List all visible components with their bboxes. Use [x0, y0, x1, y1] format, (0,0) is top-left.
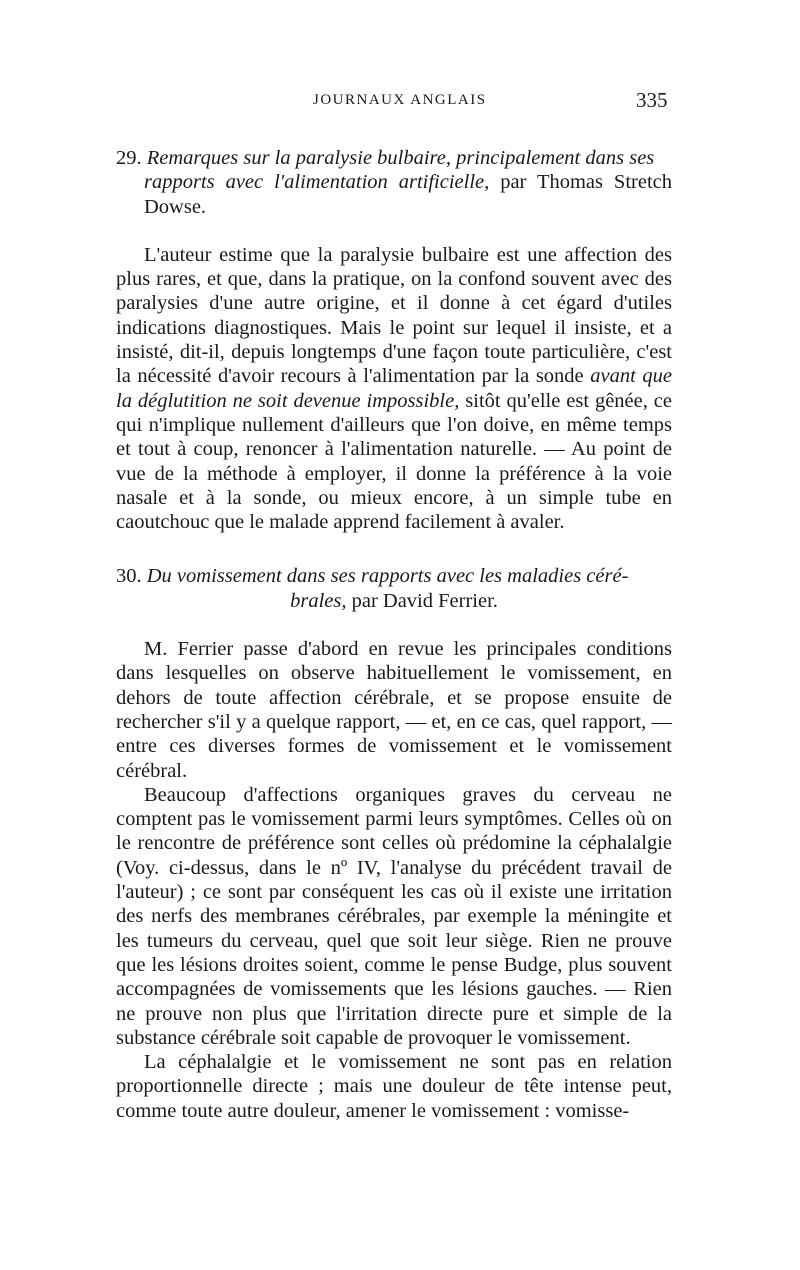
spacer [116, 534, 672, 564]
text-block [116, 146, 672, 1123]
article-29-heading [116, 146, 672, 219]
article-29-title-2: rapports avec l'alimentation artificielle, [144, 171, 490, 194]
article-29-paragraph [116, 243, 672, 535]
article-29-byline: par Thomas Stretch Dowse. [144, 171, 673, 218]
article-29-para-1a: L'auteur estime que la paralysie bulbaire est une affection des plus rares, et que, dans la pratique, on la confond souvent avec des paralysies d'une autre origine, et il donne à cet égard d'utiles indications diagnostiques. Mais le point sur lequel il insiste, et a insisté, dit-il, depuis longtemps d'une façon toute particulière, c'est la nécessité d'avoir recours à l'alimentation par la sonde [116, 243, 672, 388]
article-29-title-1: Remarques sur la paralysie bulbaire, principalement dans ses [146, 147, 655, 169]
article-29-para-1b: sitôt qu'elle est gênée, ce qui n'implique nullement d'ailleurs que l'on doive, en même temps et tout à coup, renoncer à l'alimentation naturelle. — Au point de vue de la méthode à employer, il donne la préférence à la voie nasale et à la sonde, ou mieux encore, à un simple tube en caoutchouc que le malade apprend facilement à avaler. [116, 389, 672, 534]
running-head [0, 88, 800, 118]
article-30-heading [116, 564, 672, 613]
article-30-title-2: brales, [290, 589, 347, 612]
spacer [116, 613, 672, 637]
page-number: 335 [636, 88, 668, 112]
article-30-heading-continuation [116, 589, 672, 613]
article-30-number: 30. [116, 565, 142, 588]
article-29-heading-continuation [116, 170, 672, 219]
article-29-para-italic: avant que la déglutition ne soit devenue impossible, [116, 365, 672, 412]
spacer [116, 219, 672, 243]
article-29-number: 29. [116, 147, 142, 169]
article-30-paragraph-1: M. Ferrier passe d'abord en revue les principales conditions dans lesquelles on observe habituellement le vomissement, en dehors de toute affection cérébrale, et se propose ensuite de rechercher s'il y a quelque rapport, — et, en ce cas, quel rapport, — entre ces diverses formes de vomissement et le vomissement cérébral. [116, 638, 672, 782]
article-30-title-1: Du vomissement dans ses rapports avec les maladies céré- [146, 565, 629, 588]
article-30-byline: par David Ferrier. [346, 589, 498, 612]
article-30-paragraph-3: La céphalalgie et le vomissement ne sont pas en relation proportionnelle directe ; mais une douleur de tête intense peut, comme toute autre douleur, amener le vomissement : vomisse- [116, 1051, 672, 1122]
article-30-paragraph-2: Beaucoup d'affections organiques graves du cerveau ne comptent pas le vomissement parmi leurs symptômes. Celles où on le rencontre de préférence sont celles où prédomine la céphalalgie (Voy. ci-dessus, dans le nº IV, l'analyse du précédent travail de l'auteur) ; ce sont par conséquent les cas où il existe une irritation des nerfs des membranes cérébrales, par exemple la méningite et les tumeurs du cerveau, quel que soit leur siège. Rien ne prouve que les lésions droites soient, comme le pense Budge, plus souvent accompagnées de vomissements que les lésions gauches. — Rien ne prouve non plus que l'irritation directe pure et simple de la substance cérébrale soit capable de provoquer le vomissement. [116, 783, 672, 1049]
running-title: JOURNAUX ANGLAIS [313, 92, 487, 108]
